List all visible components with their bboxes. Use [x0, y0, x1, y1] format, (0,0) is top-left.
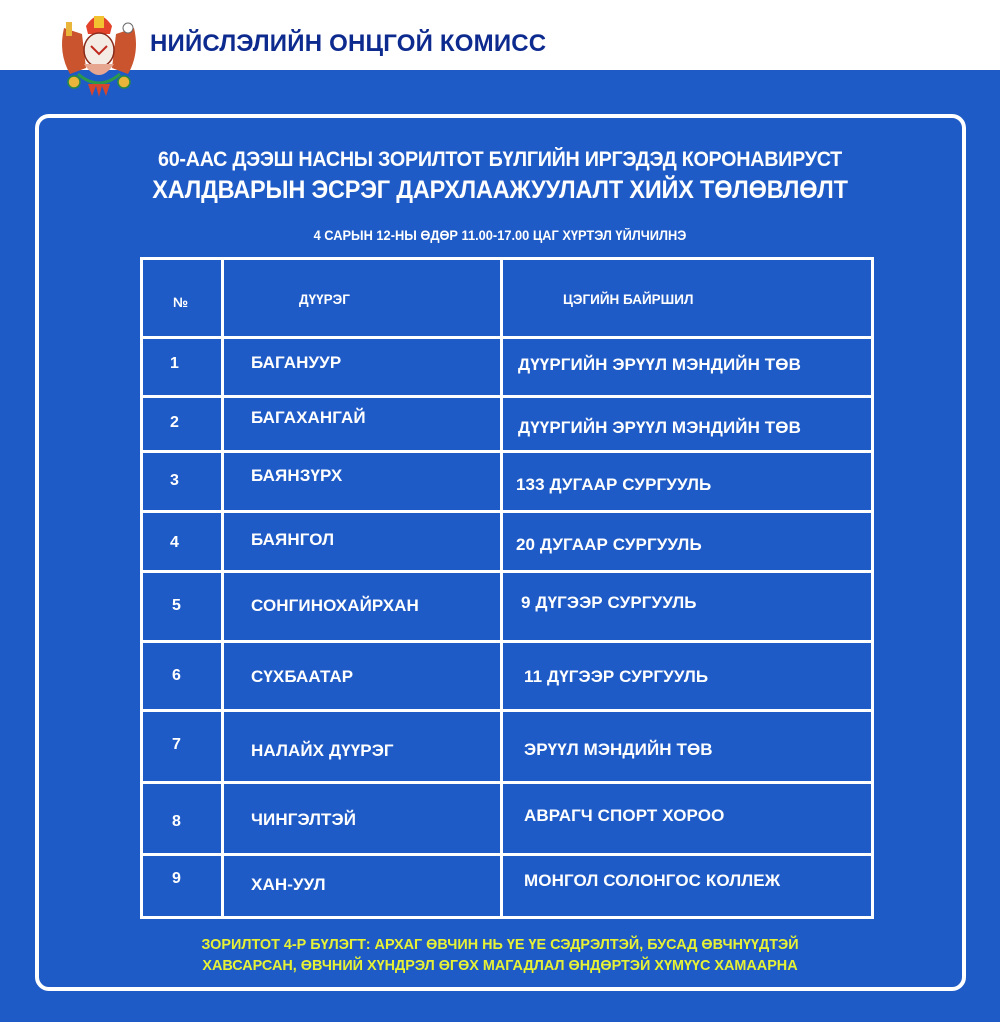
- row-number: 4: [170, 534, 179, 551]
- row-location: 11 ДҮГЭЭР СУРГУУЛЬ: [524, 667, 709, 686]
- row-district: СОНГИНОХАЙРХАН: [251, 596, 419, 615]
- column-header-no: №: [173, 295, 189, 310]
- notice-title-line2: ХАЛДВАРЫН ЭСРЭГ ДАРХЛААЖУУЛАЛТ ХИЙХ ТӨЛӨВЛӨЛТ: [152, 176, 848, 204]
- row-number: 3: [170, 472, 179, 489]
- notice-subtitle: 4 САРЫН 12-НЫ ӨДӨР 11.00-17.00 ЦАГ ХҮРТЭЛ ҮЙЛЧИЛНЭ: [313, 228, 687, 243]
- row-location: ДҮҮРГИЙН ЭРҮҮЛ МЭНДИЙН ТӨВ: [518, 355, 801, 374]
- row-location: 133 ДУГААР СУРГУУЛЬ: [516, 475, 712, 494]
- row-location: ЭРҮҮЛ МЭНДИЙН ТӨВ: [524, 740, 713, 759]
- row-number: 1: [170, 355, 179, 372]
- row-divider: [143, 781, 871, 784]
- row-number: 5: [172, 597, 181, 614]
- column-divider: [500, 260, 503, 916]
- row-district: СҮХБААТАР: [251, 667, 354, 686]
- row-number: 6: [172, 667, 181, 684]
- row-location: ДҮҮРГИЙН ЭРҮҮЛ МЭНДИЙН ТӨВ: [518, 418, 801, 437]
- row-divider: [143, 640, 871, 643]
- column-header-location: ЦЭГИЙН БАЙРШИЛ: [563, 292, 694, 307]
- org-name: НИЙСЛЭЛИЙН ОНЦГОЙ КОМИСС: [150, 30, 547, 57]
- row-location: АВРАГЧ СПОРТ ХОРОО: [524, 806, 725, 825]
- vaccination-points-table: [140, 257, 874, 919]
- row-district: БАГАХАНГАЙ: [251, 408, 366, 427]
- row-divider: [143, 510, 871, 513]
- row-divider: [143, 570, 871, 573]
- row-district: БАЯНГОЛ: [251, 530, 335, 549]
- row-divider: [143, 853, 871, 856]
- row-location: 20 ДУГААР СУРГУУЛЬ: [516, 535, 702, 554]
- column-header-district: ДҮҮРЭГ: [299, 292, 350, 307]
- row-number: 7: [172, 736, 181, 753]
- row-district: ЧИНГЭЛТЭЙ: [251, 810, 357, 829]
- row-district: НАЛАЙХ ДҮҮРЭГ: [251, 741, 394, 760]
- row-district: БАЯНЗҮРХ: [251, 466, 343, 485]
- row-location: 9 ДҮГЭЭР СУРГУУЛЬ: [521, 593, 697, 612]
- row-divider: [143, 450, 871, 453]
- row-number: 8: [172, 813, 181, 830]
- column-divider: [221, 260, 224, 916]
- row-divider: [143, 336, 871, 339]
- row-divider: [143, 395, 871, 398]
- row-location: МОНГОЛ СОЛОНГОС КОЛЛЕЖ: [524, 871, 781, 890]
- notice-title-line1: 60-ААС ДЭЭШ НАСНЫ ЗОРИЛТОТ БҮЛГИЙН ИРГЭДЭД КОРОНАВИРУСТ: [158, 148, 842, 171]
- row-divider: [143, 709, 871, 712]
- ulaanbaatar-coat-of-arms-icon: [56, 8, 142, 98]
- row-number: 9: [172, 870, 181, 887]
- footnote-line1: ЗОРИЛТОТ 4-Р БҮЛЭГТ: АРХАГ ӨВЧИН НЬ ҮЕ ҮЕ СЭДРЭЛТЭЙ, БУСАД ӨВЧНҮҮДТЭЙ: [201, 936, 799, 953]
- row-number: 2: [170, 414, 179, 431]
- row-district: ХАН-УУЛ: [251, 875, 326, 894]
- row-district: БАГАНУУР: [251, 353, 342, 372]
- footnote-line2: ХАВСАРСАН, ӨВЧНИЙ ХҮНДРЭЛ ӨГӨХ МАГАДЛАЛ ӨНДӨРТЭЙ ХҮМҮҮС ХАМААРНА: [202, 957, 798, 974]
